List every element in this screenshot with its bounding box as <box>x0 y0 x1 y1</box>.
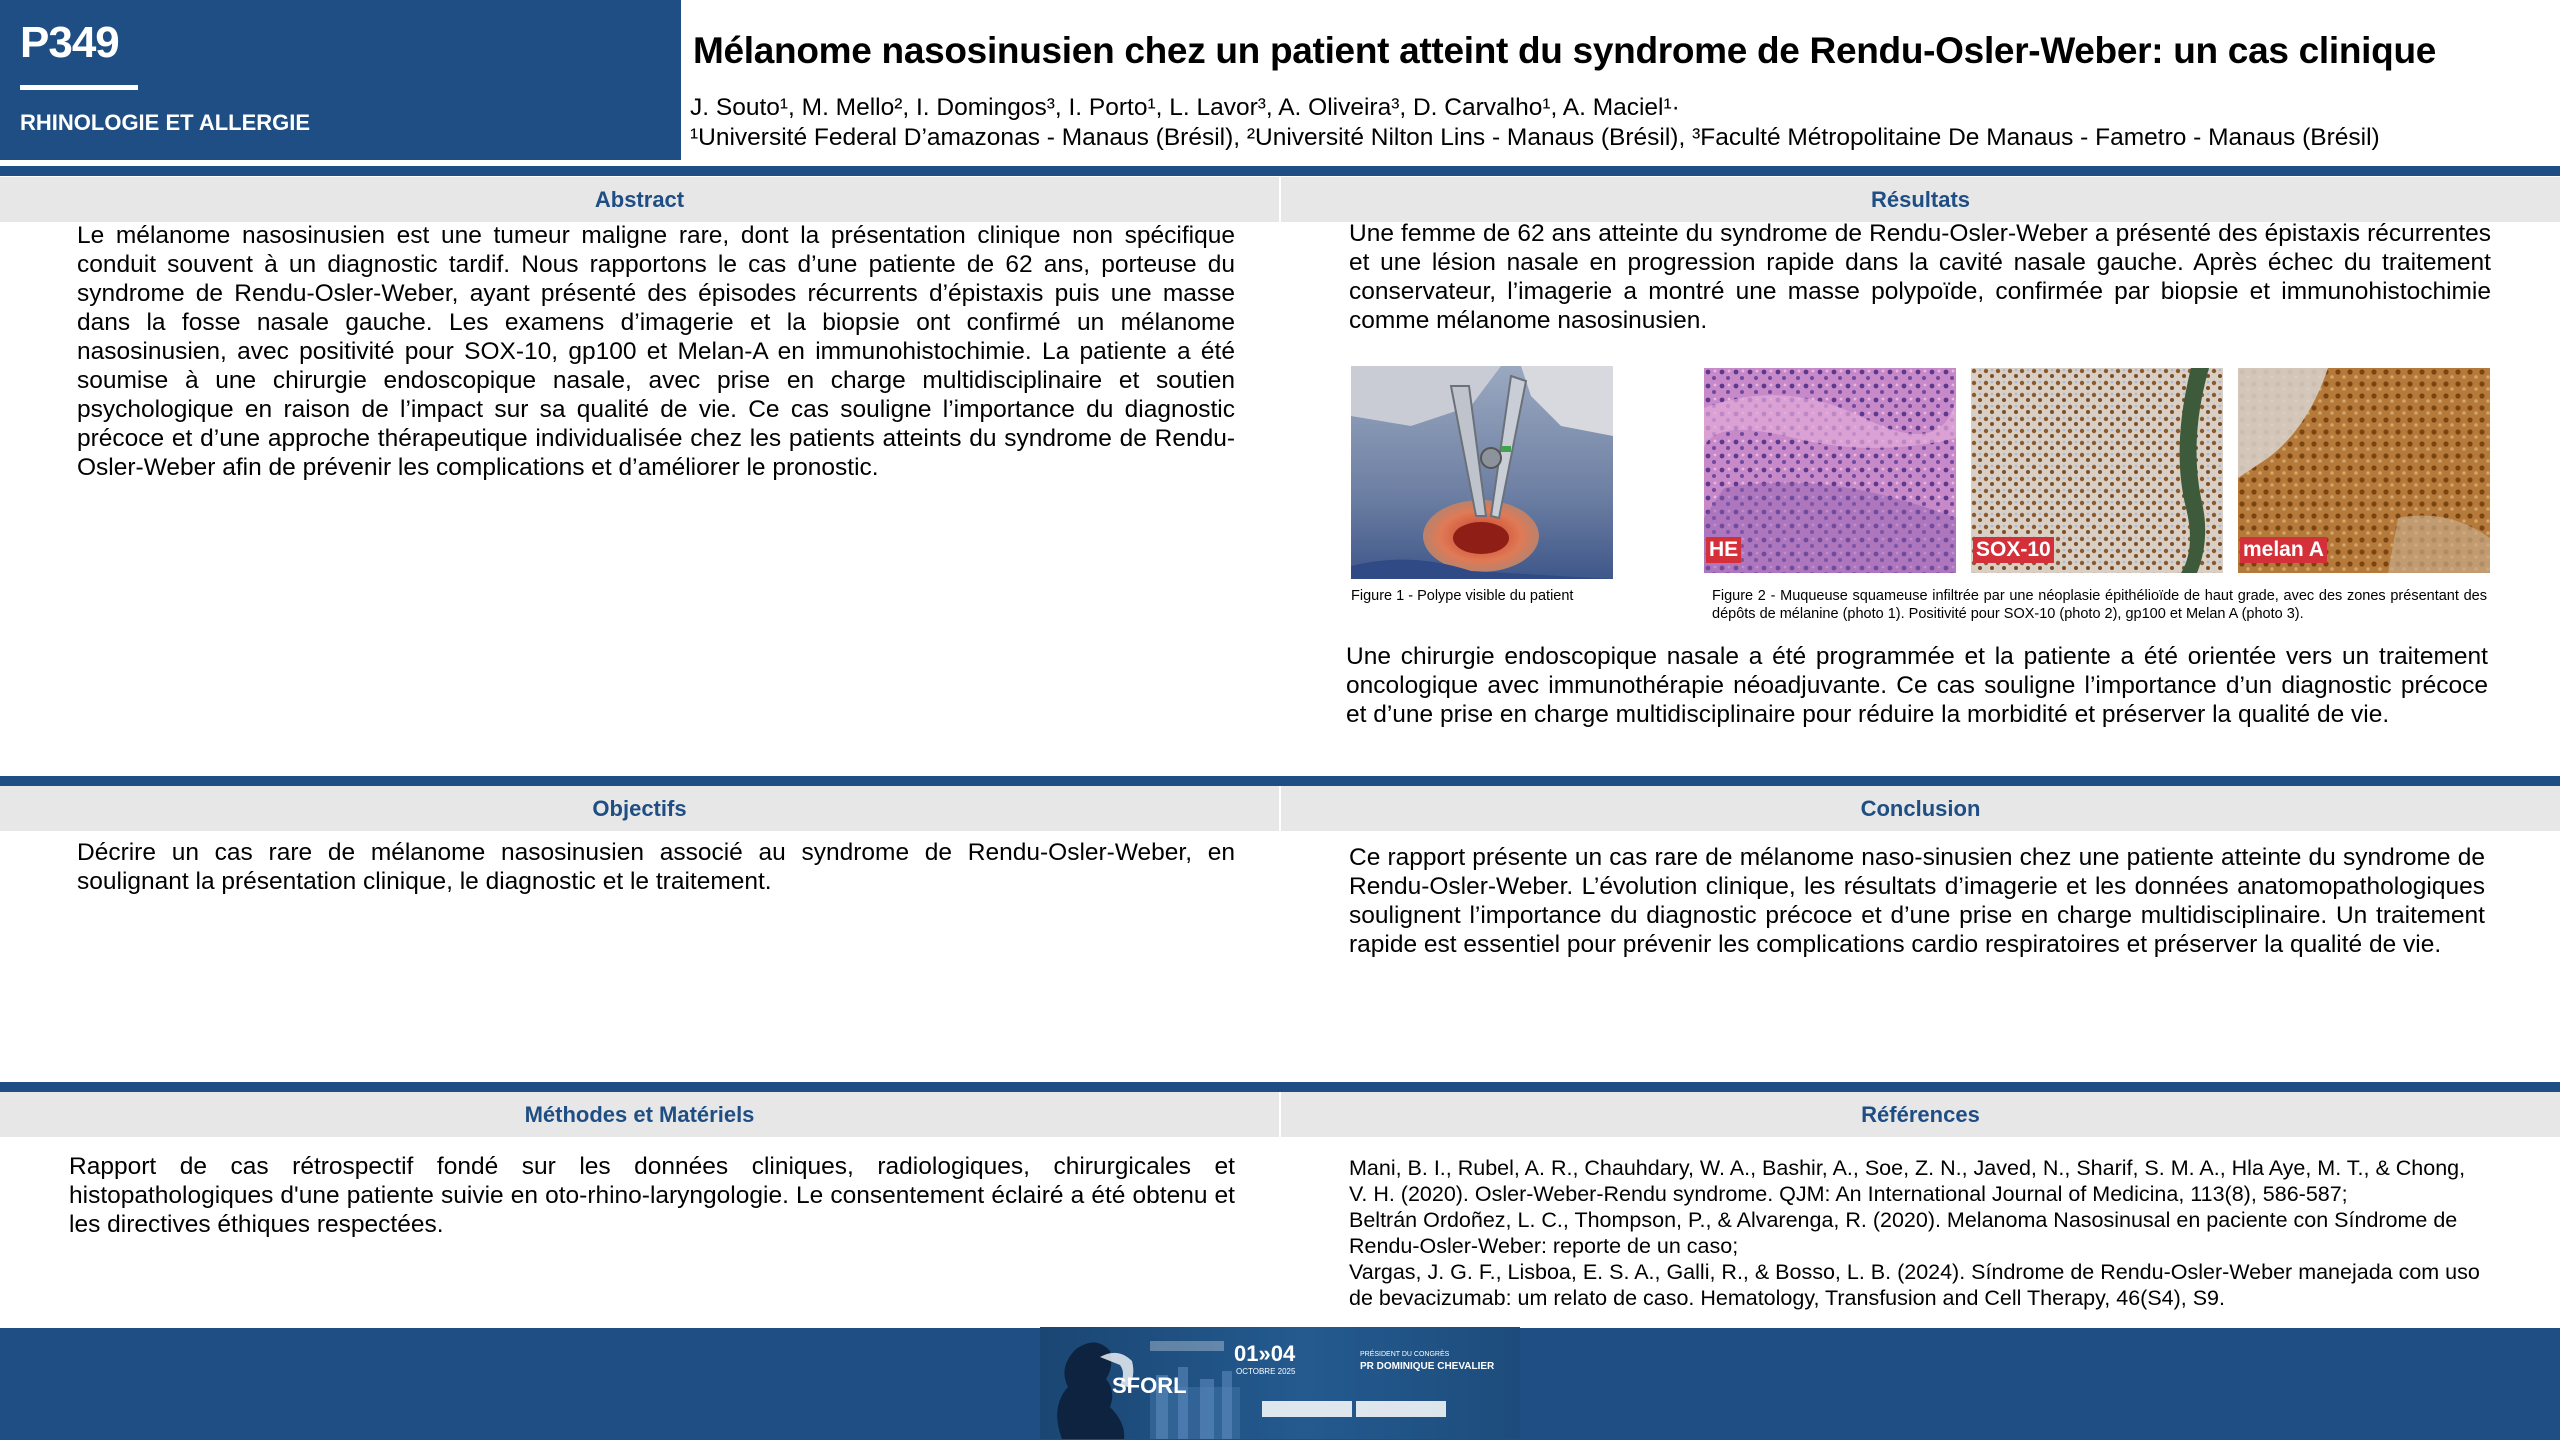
surgery-photo-icon <box>1351 366 1613 579</box>
authors: J. Souto¹, M. Mello², I. Domingos³, I. Porto¹, L. Lavor³, A. Oliveira³, D. Carvalho¹, A. Maciel¹· <box>690 94 1680 121</box>
resultats-heading: Résultats <box>1281 177 2560 222</box>
figure-2-label-sox10: SOX-10 <box>1973 537 2054 563</box>
reference-item: Mani, B. I., Rubel, A. R., Chauhdary, W. A., Bashir, A., Soe, Z. N., Javed, N., Sharif, S. M. A., Hla Aye, M. T., & Chong, V. H. (2020). Osler-Weber-Rendu syndrome. QJM: An International Journal of Medicina, 113(8), 586-587; <box>1349 1156 2466 1206</box>
congress-banner <box>1040 1327 1520 1439</box>
figure-2-label-melan-a: melan A <box>2240 537 2327 563</box>
objectifs-heading: Objectifs <box>0 786 1279 831</box>
section-band <box>0 1082 2560 1092</box>
he-stain-image-icon <box>1704 368 1956 573</box>
objectifs-text: Décrire un cas rare de mélanome nasosinusien associé au syndrome de Rendu-Osler-Weber, en soulignant la présentation clinique, le diagnostic et le traitement. <box>77 839 1235 895</box>
figure-2-he-panel <box>1704 368 1956 573</box>
section-band <box>0 776 2560 786</box>
reference-item: Vargas, J. G. F., Lisboa, E. S. A., Galli, R., & Bosso, L. B. (2024). Síndrome de Rendu-Osler-Weber manejada com uso de bevacizumab: um relato de caso. Hematology, Transfusion and Cell Therapy, 46(S4), S9. <box>1349 1260 2480 1310</box>
references-heading: Références <box>1281 1092 2560 1137</box>
conclusion-heading: Conclusion <box>1281 786 2560 831</box>
president-label: PRÉSIDENT DU CONGRÈS <box>1360 1351 1450 1358</box>
poster-id-rule <box>20 85 138 90</box>
reference-item: Beltrán Ordoñez, L. C., Thompson, P., & Alvarenga, R. (2020). Melanoma Nasosinusal en paciente con Síndrome de Rendu-Osler-Weber: reporte de un caso; <box>1349 1208 2458 1258</box>
figure-1-photo <box>1351 366 1613 579</box>
congress-logo: SFORL <box>1112 1373 1187 1398</box>
affiliations: ¹Université Federal D’amazonas - Manaus (Brésil), ²Université Nilton Lins - Manaus (Brésil), ³Faculté Métropolitaine De Manaus - Fametro - Manaus (Brésil) <box>690 124 2380 151</box>
figure-2-caption: Figure 2 - Muqueuse squameuse infiltrée par une néoplasie épithélioïde de haut grade, avec des zones présentant des dépôts de mélanine (photo 1). Positivité pour SOX-10 (photo 2), gp100 et Melan A (photo 3). <box>1712 588 2487 622</box>
poster-id-box <box>0 0 681 160</box>
conclusion-text: Ce rapport présente un cas rare de mélanome naso-sinusien chez une patiente atteinte du syndrome de Rendu-Osler-Weber. L’évolution clinique, les résultats d’imagerie et les données anatomopathologiques soulignent l’importance du diagnostic précoce et d’une prise en charge multidisciplinaire. Un traitement rapide est essentiel pour prévenir les complications cardio respiratoires et préserver la qualité de vie. <box>1349 844 2485 958</box>
resultats-text-1: Une femme de 62 ans atteinte du syndrome de Rendu-Osler-Weber a présenté des épistaxis récurrentes et une lésion nasale en progression rapide dans la cavité nasale gauche. Après échec du traitement conservateur, l’imagerie a montré une masse polypoïde, confirmée par biopsie et immunohistochimie comme mélanome nasosinusien. <box>1349 220 2491 334</box>
resultats-text-2: Une chirurgie endoscopique nasale a été programmée et la patiente a été orientée vers un traitement oncologique avec immunothérapie néoadjuvante. Ce cas souligne l’importance d’un diagnostic précoce et d’une prise en charge multidisciplinaire pour réduire la morbidité et préserver la qualité de vie. <box>1346 643 2488 728</box>
section-band <box>0 166 2560 176</box>
methodes-heading: Méthodes et Matériels <box>0 1092 1279 1137</box>
abstract-text: Le mélanome nasosinusien est une tumeur maligne rare, dont la présentation clinique non spécifique conduit souvent à un diagnostic tardif. Nous rapportons le cas d’une patiente de 62 ans, porteuse du syndrome de Rendu-Osler-Weber, ayant présenté des épisodes récurrents d’épistaxis puis une masse dans la fosse nasale gauche. Les examens d’imagerie et la biopsie ont confirmé un mélanome nasosinusien, avec positivité pour SOX-10, gp100 et Melan-A en immunohistochimie. La patiente a été soumise à une chirurgie endoscopique nasale, avec prise en charge multidisciplinaire et soutien psychologique en raison de l’impact sur sa qualité de vie. Ce cas souligne l’importance du diagnostic précoce et d’une approche thérapeutique individualisée chez les patients atteints du syndrome de Rendu-Osler-Weber afin de prévenir les complications et d’améliorer le pronostic. <box>77 222 1235 481</box>
methodes-text: Rapport de cas rétrospectif fondé sur les données cliniques, radiologiques, chirurgicales et histopathologiques d'une patiente suivie en oto-rhino-laryngologie. Le consentement éclairé a été obtenu et les directives éthiques respectées. <box>69 1153 1235 1238</box>
president-name: PR DOMINIQUE CHEVALIER <box>1360 1361 1495 1372</box>
congress-month: OCTOBRE 2025 <box>1236 1367 1296 1376</box>
figure-2-label-he: HE <box>1706 537 1741 563</box>
figure-2-sox10-panel <box>1971 368 2223 573</box>
abstract-heading: Abstract <box>0 177 1279 222</box>
references-list <box>1349 1155 2489 1311</box>
figure-1-caption: Figure 1 - Polype visible du patient <box>1351 588 1574 604</box>
poster-category: RHINOLOGIE ET ALLERGIE <box>20 110 311 135</box>
poster-title: Mélanome nasosinusien chez un patient atteint du syndrome de Rendu-Osler-Weber: un cas clinique <box>693 30 2437 71</box>
congress-dates: 01»04 <box>1234 1341 1296 1366</box>
figure-2-melan-a-panel <box>2238 368 2490 573</box>
poster-id: P349 <box>20 18 119 67</box>
